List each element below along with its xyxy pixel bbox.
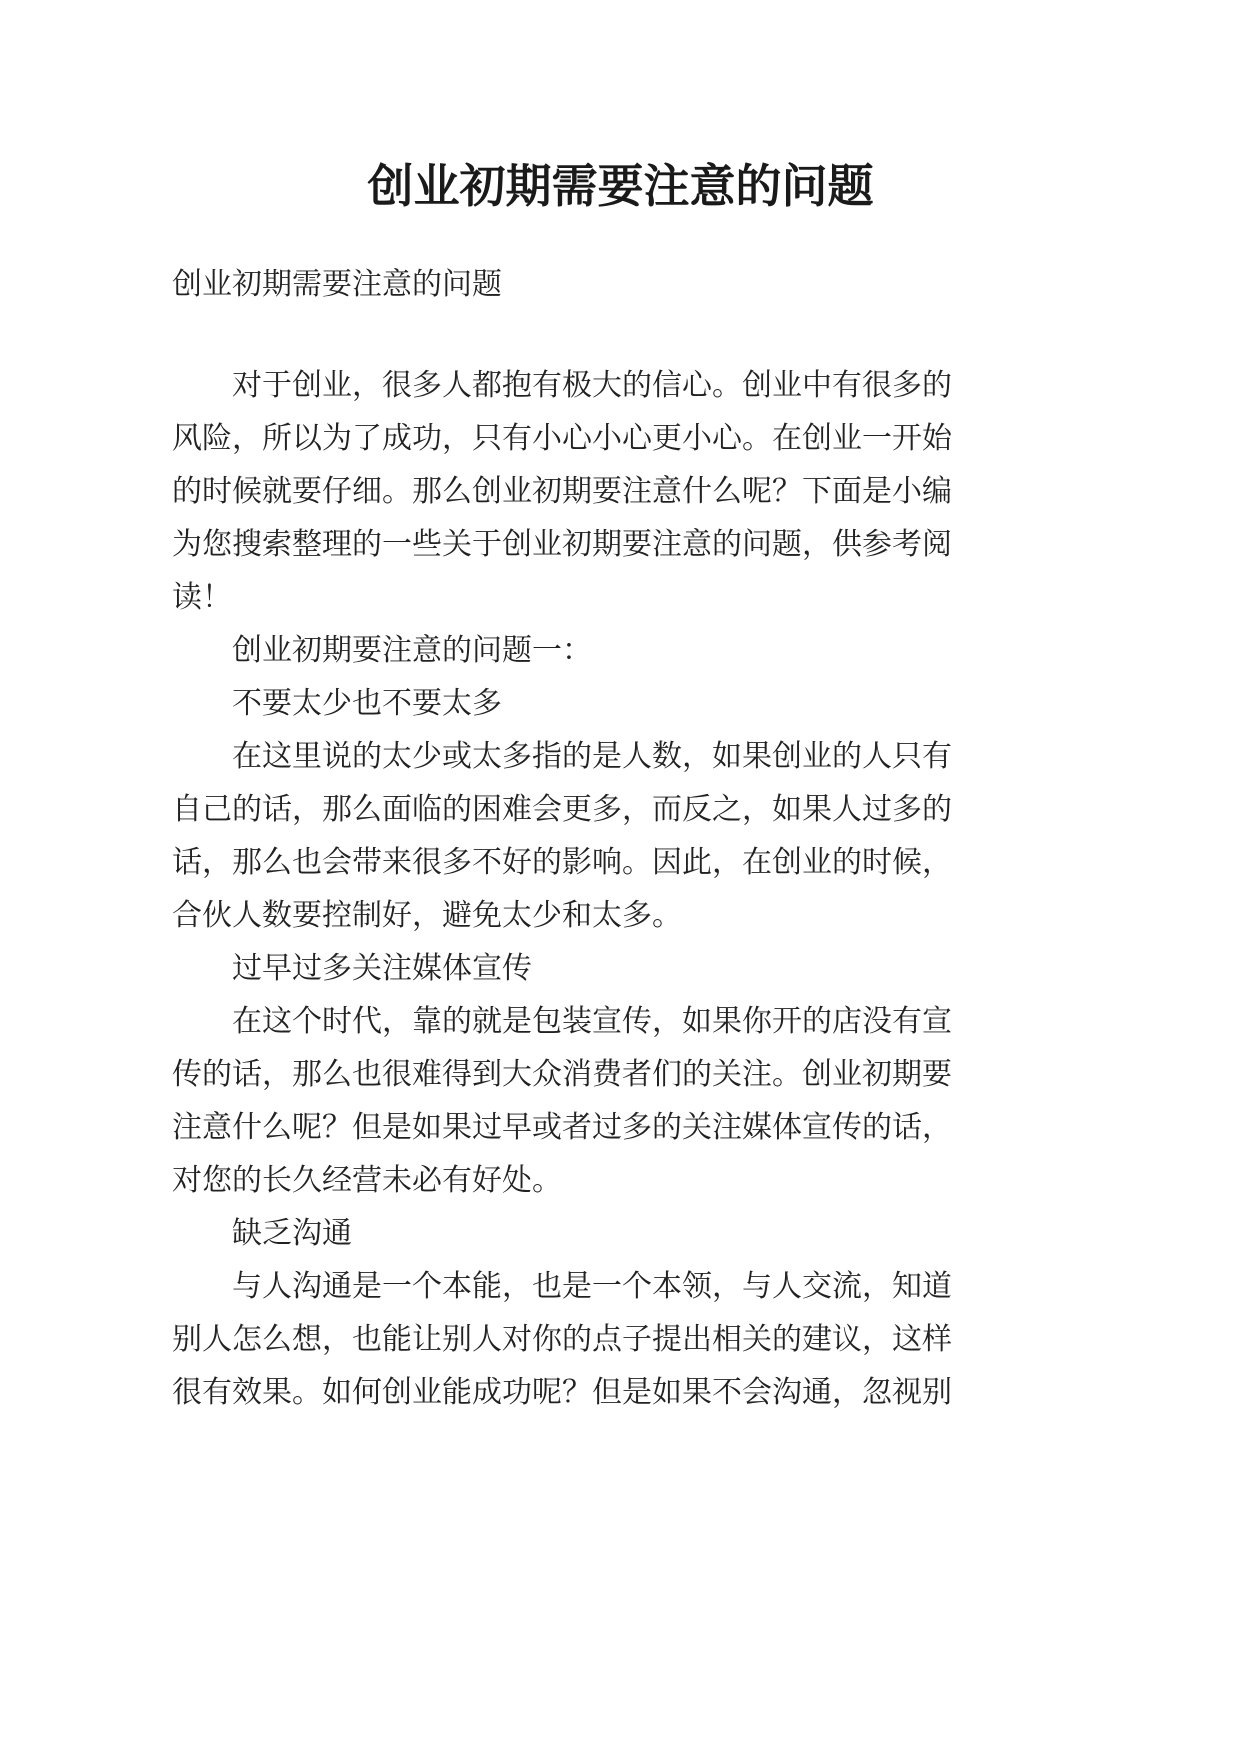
paragraph-line: 别人怎么想，也能让别人对你的点子提出相关的建议，这样 — [172, 1322, 952, 1357]
paragraph-line: 风险，所以为了成功，只有小心小心更小心。在创业一开始 — [172, 421, 952, 456]
paragraph-line: 在这个时代，靠的就是包装宣传，如果你开的店没有宣 — [232, 1004, 952, 1039]
paragraph-line: 对您的长久经营未必有好处。 — [172, 1163, 562, 1198]
paragraph-line: 合伙人数要控制好，避免太少和太多。 — [172, 898, 682, 933]
section-heading: 创业初期要注意的问题一： — [232, 633, 592, 668]
document-title: 创业初期需要注意的问题 — [367, 159, 874, 213]
paragraph-line: 很有效果。如何创业能成功呢？但是如果不会沟通，忽视别 — [172, 1375, 952, 1410]
paragraph-line: 话，那么也会带来很多不好的影响。因此，在创业的时候， — [172, 845, 952, 880]
document-subtitle: 创业初期需要注意的问题 — [172, 267, 502, 302]
section-heading: 缺乏沟通 — [232, 1216, 352, 1251]
section-heading: 过早过多关注媒体宣传 — [232, 951, 532, 986]
paragraph-line: 对于创业，很多人都抱有极大的信心。创业中有很多的 — [232, 368, 952, 403]
paragraph-line: 的时候就要仔细。那么创业初期要注意什么呢？下面是小编 — [172, 474, 952, 509]
paragraph-line: 为您搜索整理的一些关于创业初期要注意的问题，供参考阅 — [172, 527, 952, 562]
paragraph-line: 与人沟通是一个本能，也是一个本领，与人交流，知道 — [232, 1269, 952, 1304]
paragraph-line: 在这里说的太少或太多指的是人数，如果创业的人只有 — [232, 739, 952, 774]
section-heading: 不要太少也不要太多 — [232, 686, 502, 721]
paragraph-line: 读！ — [172, 580, 232, 615]
paragraph-line: 自己的话，那么面临的困难会更多，而反之，如果人过多的 — [172, 792, 952, 827]
paragraph-line: 传的话，那么也很难得到大众消费者们的关注。创业初期要 — [172, 1057, 952, 1092]
paragraph-line: 注意什么呢？但是如果过早或者过多的关注媒体宣传的话， — [172, 1110, 952, 1145]
